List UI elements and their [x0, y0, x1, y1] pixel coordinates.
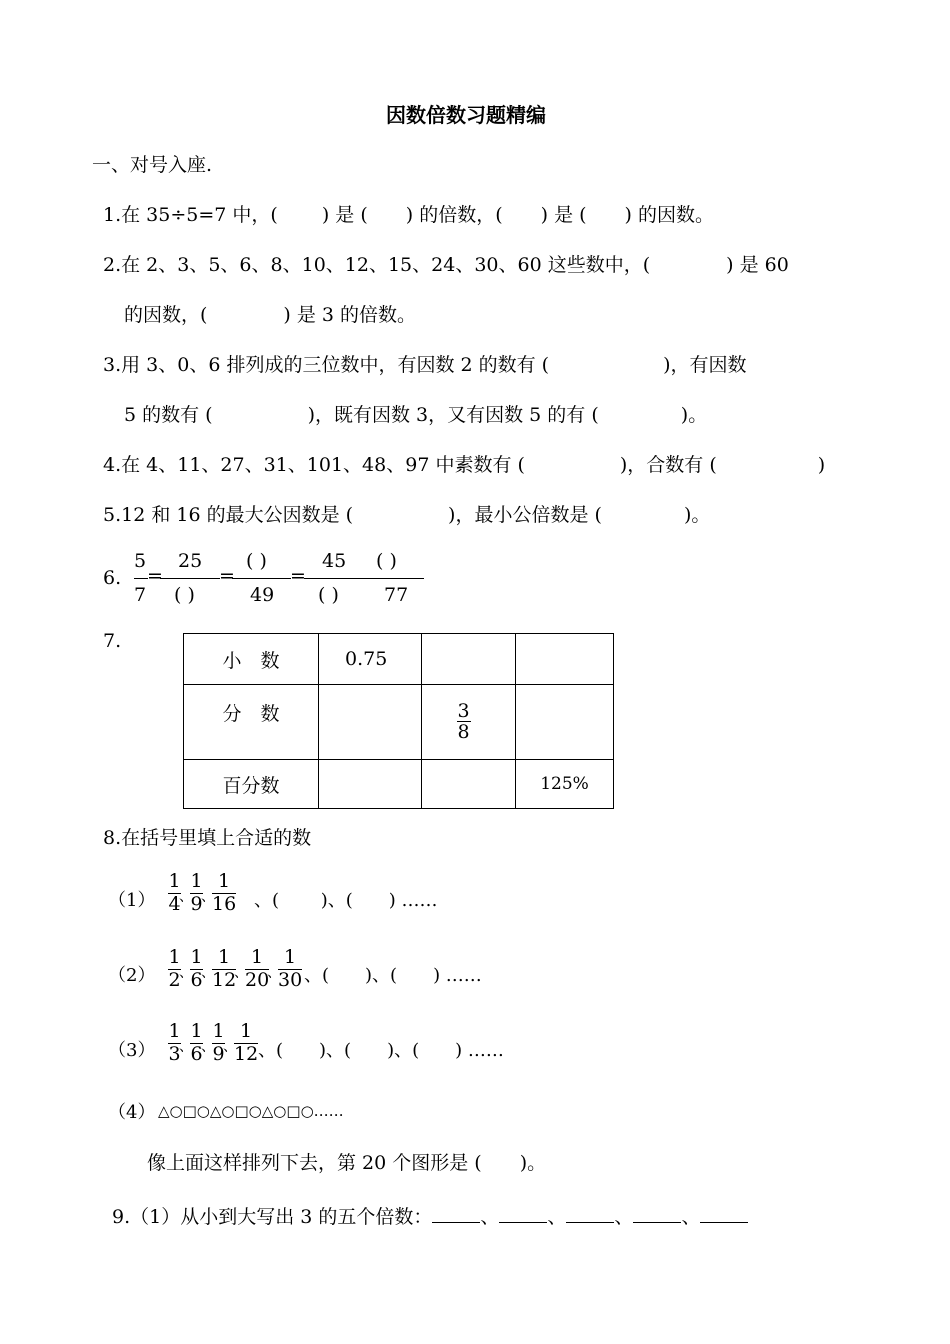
fraction-denominator: 8 [457, 721, 470, 744]
table-row [184, 760, 614, 809]
question-2-line-2: 的因数，( ) 是 3 的倍数。 [124, 304, 417, 326]
question-8-title: 8.在括号里填上合适的数 [103, 827, 312, 849]
fraction-denominator: 9 [190, 892, 203, 915]
q6-frac5-den: 77 [384, 584, 409, 606]
q6-frac2-den: ( ) [174, 584, 195, 606]
table-cell [516, 685, 614, 760]
q6-equals-3: = [290, 565, 306, 587]
q8-part4-question: 像上面这样排列下去，第 20 个图形是 ( )。 [147, 1152, 547, 1174]
q8-part3-tail: 、( )、( )、( ) …… [258, 1040, 504, 1061]
question-3-line-2: 5 的数有 ( )，既有因数 3，又有因数 5 的有 ( )。 [124, 404, 708, 426]
separator: 、 [179, 1039, 193, 1055]
question-5: 5.12 和 16 的最大公因数是 ( )，最小公倍数是 ( )。 [103, 504, 711, 526]
separator: 、 [201, 965, 215, 981]
question-4: 4.在 4、11、27、31、101、48、97 中素数有 ( )，合数有 ( ) [103, 454, 826, 476]
table-cell [319, 685, 422, 760]
fraction-denominator: 3 [168, 1042, 181, 1065]
q8-part3-label: （3） [108, 1040, 156, 1061]
q8-part1-tail: 、( )、( ) …… [254, 890, 438, 911]
q6-frac1-num: 5 [134, 550, 147, 572]
q8-part4-label: （4） [108, 1102, 156, 1123]
answer-blank[interactable] [432, 1204, 480, 1223]
q6-equals-1: = [147, 565, 163, 587]
fraction-numerator: 1 [190, 870, 203, 892]
separator: 、 [234, 965, 248, 981]
fraction-denominator: 20 [245, 968, 270, 991]
fraction-numerator: 1 [283, 946, 297, 968]
question-9: 9.（1）从小到大写出 3 的五个倍数： 、 、 、 、 [112, 1204, 748, 1228]
q6-frac2-bar [160, 578, 220, 579]
table-cell: 分 数 [184, 685, 319, 760]
fraction-denominator: 16 [212, 892, 237, 915]
question-1: 1.在 35÷5=7 中，( ) 是 ( ) 的倍数，( ) 是 ( ) 的因数。 [103, 204, 714, 226]
fraction [234, 1022, 258, 1065]
answer-blank[interactable] [700, 1204, 748, 1223]
question-3-line-1: 3.用 3、0、6 排列成的三位数中，有因数 2 的数有 ( )，有因数 [103, 354, 747, 376]
q6-frac3-num: ( ) [246, 550, 267, 572]
fraction [212, 872, 236, 915]
fraction-denominator: 9 [212, 1042, 225, 1065]
fraction-numerator: 1 [217, 870, 231, 892]
answer-blank[interactable] [499, 1204, 547, 1223]
fraction [245, 948, 269, 991]
q6-equals-2: = [219, 565, 235, 587]
table-row [184, 634, 614, 685]
fraction-numerator: 1 [190, 946, 203, 968]
q6-frac4-den: ( ) [318, 584, 339, 606]
table-cell [516, 634, 614, 685]
fraction-numerator: 1 [212, 1020, 225, 1042]
table-cell: 小 数 [184, 634, 319, 685]
separator: 、 [179, 965, 193, 981]
fraction [212, 948, 236, 991]
fraction-numerator: 1 [168, 1020, 181, 1042]
fraction-denominator: 30 [278, 968, 303, 991]
table-cell [319, 760, 422, 809]
fraction-numerator: 1 [168, 870, 181, 892]
q8-part1-label: （1） [108, 890, 156, 911]
fraction [457, 701, 471, 744]
separator: 、 [201, 889, 215, 905]
fraction-denominator: 6 [190, 968, 203, 991]
table-row [184, 685, 614, 760]
separator: 、 [223, 1039, 237, 1055]
question-9-prefix: 9.（1）从小到大写出 3 的五个倍数： [112, 1206, 433, 1228]
fraction-denominator: 2 [168, 968, 181, 991]
separator: 、 [267, 965, 281, 981]
fraction-numerator: 1 [190, 1020, 203, 1042]
table-cell [422, 685, 516, 760]
fraction-numerator: 1 [217, 946, 231, 968]
q6-frac3-bar [232, 578, 291, 579]
q6-frac45-bar [304, 578, 424, 579]
q8-part2-label: （2） [108, 965, 156, 986]
fraction-numerator: 1 [239, 1020, 253, 1042]
answer-blank[interactable] [566, 1204, 614, 1223]
page-title: 因数倍数习题精编 [386, 103, 546, 127]
q8-part4-shapes: △○□○△○□○△○□○…… [158, 1102, 344, 1120]
fraction-denominator: 12 [234, 1042, 259, 1065]
separator: 、 [179, 889, 193, 905]
q6-frac3-den: 49 [250, 584, 275, 606]
fraction-numerator: 3 [457, 699, 470, 722]
conversion-table [183, 633, 614, 809]
fraction-denominator: 4 [168, 892, 181, 915]
table-cell: 125% [516, 760, 614, 809]
q6-frac2-num: 25 [178, 550, 203, 572]
section-heading: 一、对号入座. [92, 154, 213, 176]
question-2-line-1: 2.在 2、3、5、6、8、10、12、15、24、30、60 这些数中，( ) 是 60 [103, 254, 789, 276]
q6-frac4-num: 45 [322, 550, 347, 572]
q6-frac5-num: ( ) [376, 550, 397, 572]
q6-frac1-den: 7 [134, 584, 147, 606]
table-cell: 0.75 [319, 634, 422, 685]
table-cell [422, 634, 516, 685]
answer-blank[interactable] [633, 1204, 681, 1223]
fraction [278, 948, 302, 991]
q6-frac1-bar [134, 578, 148, 579]
question-7-label: 7. [103, 630, 122, 652]
fraction-numerator: 1 [168, 946, 181, 968]
table-cell: 百分数 [184, 760, 319, 809]
fraction-denominator: 12 [212, 968, 237, 991]
fraction-numerator: 1 [250, 946, 264, 968]
fraction-denominator: 6 [190, 1042, 203, 1065]
question-6-label: 6. [103, 567, 122, 589]
table-cell [422, 760, 516, 809]
separator: 、 [201, 1039, 215, 1055]
q8-part2-tail: 、( )、( ) …… [304, 965, 482, 986]
